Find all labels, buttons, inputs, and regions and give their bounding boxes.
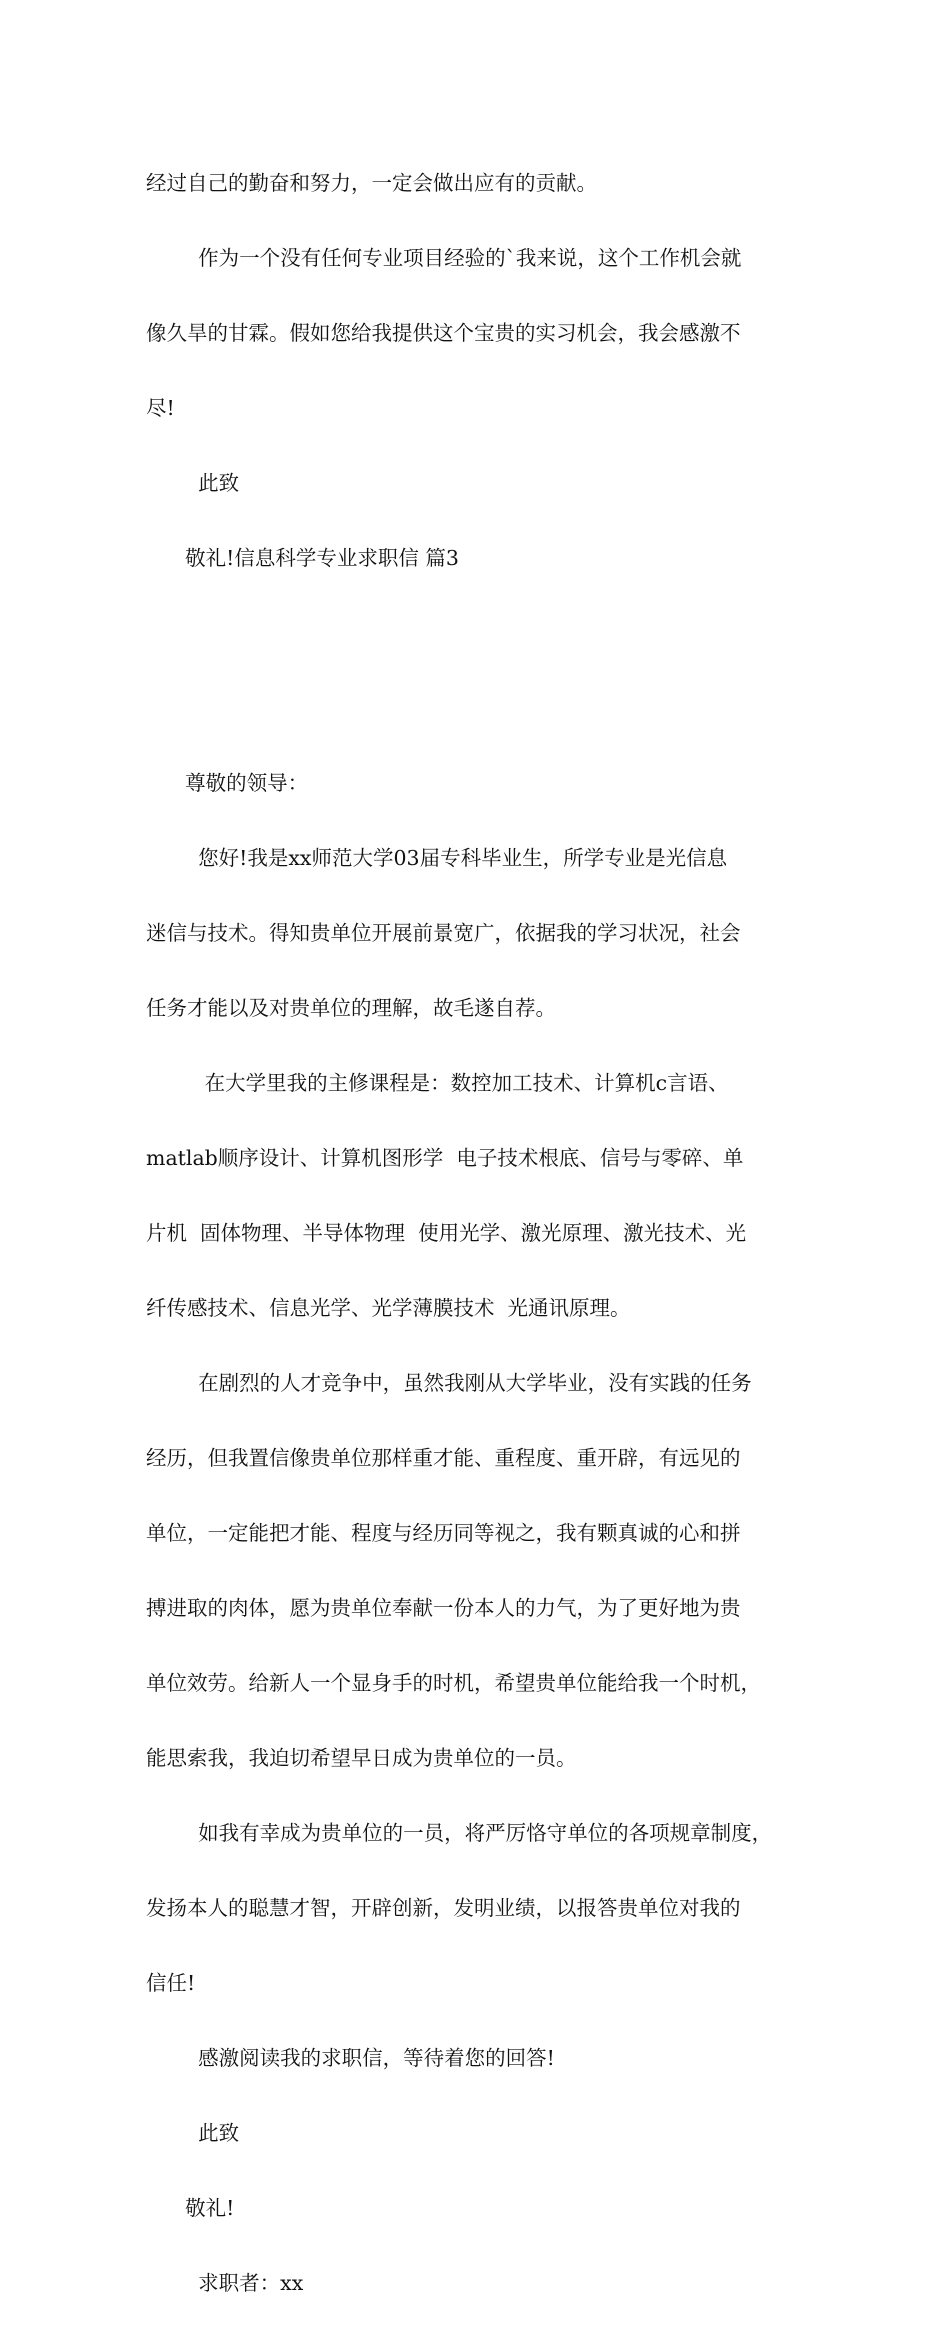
blank-line <box>146 621 816 646</box>
closing-line: 敬礼! <box>146 2196 235 2220</box>
section-heading: 敬礼!信息科学专业求职信 篇3 <box>146 546 459 570</box>
text-line: 经过自己的勤奋和努力，一定会做出应有的贡献。 <box>146 171 597 195</box>
text-line: 经历，但我置信像贵单位那样重才能、重程度、重开辟，有远见的 <box>146 1446 741 1470</box>
text-line: 单位效劳。给新人一个显身手的时机，希望贵单位能给我一个时机， <box>146 1671 761 1695</box>
text-line: 在剧烈的人才竞争中，虽然我刚从大学毕业，没有实践的任务 <box>146 1371 752 1395</box>
text-line: 信任! <box>146 1971 196 1995</box>
text-line: 此致 <box>146 471 240 495</box>
text-line: 发扬本人的聪慧才智，开辟创新，发明业绩，以报答贵单位对我的 <box>146 1896 741 1920</box>
closing-line: 此致 <box>146 2121 240 2145</box>
blank-line <box>146 696 816 721</box>
text-line: 如我有幸成为贵单位的一员，将严厉恪守单位的各项规章制度， <box>146 1821 773 1845</box>
text-line: 在大学里我的主修课程是：数控加工技术、计算机c言语、 <box>146 1071 729 1095</box>
text-line: 搏进取的肉体，愿为贵单位奉献一份本人的力气，为了更好地为贵 <box>146 1596 741 1620</box>
text-line: matlab顺序设计、计算机图形学 电子技术根底、信号与零碎、单 <box>146 1146 744 1170</box>
text-line: 您好!我是xx师范大学03届专科毕业生，所学专业是光信息 <box>146 846 728 870</box>
text-line: 尽! <box>146 396 175 420</box>
letter-text <box>146 121 816 2346</box>
text-line: 像久旱的甘霖。假如您给我提供这个宝贵的实习机会，我会感激不 <box>146 321 741 345</box>
text-line: 感激阅读我的求职信，等待着您的回答! <box>146 2046 555 2070</box>
text-line: 迷信与技术。得知贵单位开展前景宽广，依据我的学习状况，社会 <box>146 921 741 945</box>
text-line: 能思索我，我迫切希望早日成为贵单位的一员。 <box>146 1746 577 1770</box>
text-line: 作为一个没有任何专业项目经验的`我来说，这个工作机会就 <box>146 246 742 270</box>
text-line: 纤传感技术、信息光学、光学薄膜技术 光通讯原理。 <box>146 1296 631 1320</box>
signature-line: 求职者：xx <box>146 2271 304 2295</box>
text-line: 单位，一定能把才能、程度与经历同等视之，我有颗真诚的心和拼 <box>146 1521 741 1545</box>
text-line: 片机 固体物理、半导体物理 使用光学、激光原理、激光技术、光 <box>146 1221 747 1245</box>
text-line: 任务才能以及对贵单位的理解，故毛遂自荐。 <box>146 996 556 1020</box>
salutation: 尊敬的领导： <box>146 771 309 795</box>
